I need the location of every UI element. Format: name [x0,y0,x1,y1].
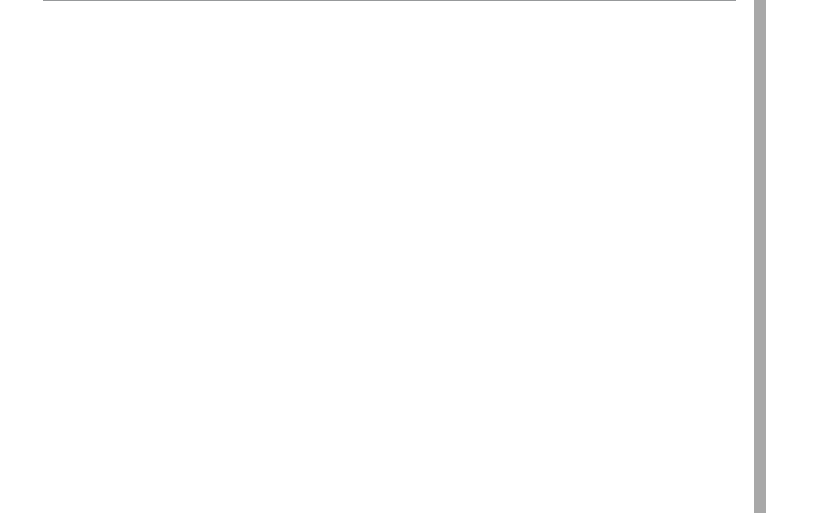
vertical-scrollbar[interactable] [754,0,766,513]
inspection-table [43,0,736,1]
